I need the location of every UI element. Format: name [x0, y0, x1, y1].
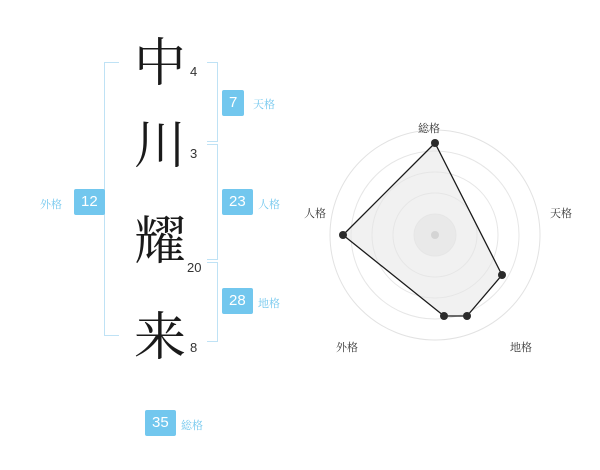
chikaku-label: 地格	[258, 298, 280, 310]
chikaku-bracket	[207, 262, 218, 342]
radar-axis-label-left: 人格	[304, 208, 326, 220]
radar-chart	[304, 110, 572, 365]
gaikaku-label: 外格	[40, 199, 62, 211]
name-char-3: 耀	[133, 212, 186, 272]
jinkaku-label: 人格	[258, 199, 280, 211]
name-char-1: 中	[133, 34, 186, 94]
radar-axis-label-bottom-left: 外格	[336, 342, 358, 354]
chikaku-value: 28	[222, 288, 253, 314]
gaikaku-value: 12	[74, 189, 105, 215]
stroke-count-1: 4	[190, 64, 198, 79]
name-char-4: 来	[133, 308, 186, 368]
stroke-count-3: 20	[187, 260, 202, 275]
tenkaku-label: 天格	[253, 99, 275, 111]
tenkaku-bracket	[207, 62, 218, 142]
jinkaku-value: 23	[222, 189, 253, 215]
radar-axis-label-bottom-right: 地格	[510, 342, 532, 354]
gaikaku-bracket	[104, 62, 119, 336]
radar-axis-label-right: 天格	[550, 208, 572, 220]
tenkaku-value: 7	[222, 90, 244, 116]
soukaku-label: 総格	[181, 420, 203, 432]
jinkaku-bracket	[207, 144, 218, 260]
radar-polygon	[343, 143, 502, 316]
radar-chart-svg	[310, 110, 560, 360]
stroke-count-2: 3	[190, 146, 198, 161]
radar-center-dot	[431, 231, 439, 239]
soukaku-value: 35	[145, 410, 176, 436]
name-char-2: 川	[133, 116, 186, 176]
radar-axis-label-top: 総格	[418, 123, 440, 135]
stroke-count-4: 8	[190, 340, 198, 355]
